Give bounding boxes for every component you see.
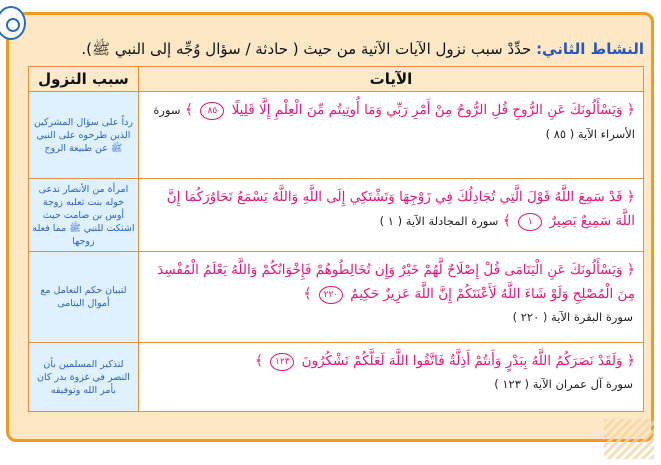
table-row	[29, 179, 644, 252]
verse-text: قَدْ سَمِعَ اللَّهُ قَوْلَ الَّتِي تُجَادِلُكَ فِي زَوْجِهَا وَتَشْتَكِي إِلَى اللَّهِ وَاللَّهُ يَسْمَعُ تَحَاوُرَكُمَا إِنَّ اللَّهَ سَمِيعٌ بَصِيرٌ	[166, 189, 635, 229]
verses-table	[28, 66, 644, 412]
verse-text-block	[139, 179, 643, 233]
reason-cell	[29, 92, 139, 179]
verse-cell	[138, 92, 643, 179]
verses-column-header: الآيات	[138, 67, 643, 92]
verse-text: وَيَسْأَلُونَكَ عَنِ الرُّوحِ قُلِ الرُّوحُ مِنْ أَمْرِ رَبِّي وَمَا أُوتِيتُم مِّنَ الْعِلْمِ إِلَّا قَلِيلًا	[231, 102, 623, 118]
verse-source: سورة آل عمران الآية ( ١٢٣ )	[494, 377, 633, 391]
reason-column-header: سبب النزول	[29, 67, 139, 92]
verse-number-badge: ٨٥	[200, 102, 224, 120]
reason-text: لتبيان حكم التعامل مع أموال اليتامى	[40, 285, 127, 309]
corner-decoration	[604, 419, 654, 459]
verse-source: سورة المجادلة الآية ( ١ )	[379, 214, 499, 228]
verse-number-badge: ١٢٣	[270, 353, 294, 371]
verse-text: وَيَسْأَلُونَكَ عَنِ الْيَتَامَى قُلْ إِصْلَاحٌ لَّهُمْ خَيْرٌ وَإِن تُخَالِطُوهُمْ فَإِخْوَانُكُمْ وَاللَّهُ يَعْلَمُ الْمُفْسِدَ مِنَ الْمُصْلِحِ وَلَوْ شَاءَ اللَّهُ لَأَعْنَتَكُمْ إِنَّ اللَّهَ عَزِيزٌ حَكِيمٌ	[157, 262, 635, 302]
verse-source: سورة الأسراء الآية ( ٨٥ )	[153, 103, 635, 141]
close-bracket: ﴾	[254, 353, 264, 369]
verse-text: وَلَقَدْ نَصَرَكُمُ اللَّهُ بِبَدْرٍ وَأَنتُمْ أَذِلَّةٌ فَاتَّقُوا اللَّهَ لَعَلَّكُمْ تَشْكُرُونَ	[301, 353, 623, 369]
reason-cell	[29, 343, 139, 412]
table-row	[29, 343, 644, 412]
reason-text: رداً على سؤال المشركين الذين طرحوه على النبي ﷺ عن طبيعة الروح	[33, 116, 133, 154]
open-bracket: ﴿	[626, 262, 635, 278]
verse-text-block	[139, 252, 643, 306]
activity-label: النشاط الثاني:	[536, 40, 644, 58]
verse-text-block	[139, 343, 643, 373]
close-bracket: ﴾	[184, 102, 194, 118]
reason-text: امرأة من الأنصار تدعى خوله بنت ثعلبه زوجة أوس بن صامت حيث اشتكت للنبي ﷺ مما فعله زوجها	[32, 183, 135, 247]
verse-cell	[138, 343, 643, 412]
open-bracket: ﴿	[626, 189, 635, 205]
close-bracket: ﴾	[303, 286, 312, 302]
activity-instruction: حدِّدْ سبب نزول الآيات الآتية من حيث ( حادثة / سؤال وُجِّه إلى النبي ﷺ).	[81, 40, 532, 58]
reason-text: لتذكير المسلمين بأن النصر في غزوة بدر كان بأمر الله وتوفيقه	[37, 358, 130, 396]
verse-number-badge: ٢٢٠	[319, 286, 343, 304]
table-row	[29, 252, 644, 343]
reason-cell	[29, 179, 139, 252]
table-row	[29, 92, 644, 179]
open-bracket: ﴿	[626, 102, 635, 118]
verse-cell	[138, 179, 643, 252]
activity-heading	[28, 34, 644, 64]
verse-source: سورة البقرة الآية ( ٢٢٠ )	[512, 310, 633, 324]
reason-cell	[29, 252, 139, 343]
verse-cell	[138, 252, 643, 343]
open-bracket: ﴿	[626, 353, 635, 369]
verse-number-badge: ١	[518, 213, 542, 231]
verse-text-block	[139, 92, 643, 146]
close-bracket: ﴾	[502, 213, 511, 229]
